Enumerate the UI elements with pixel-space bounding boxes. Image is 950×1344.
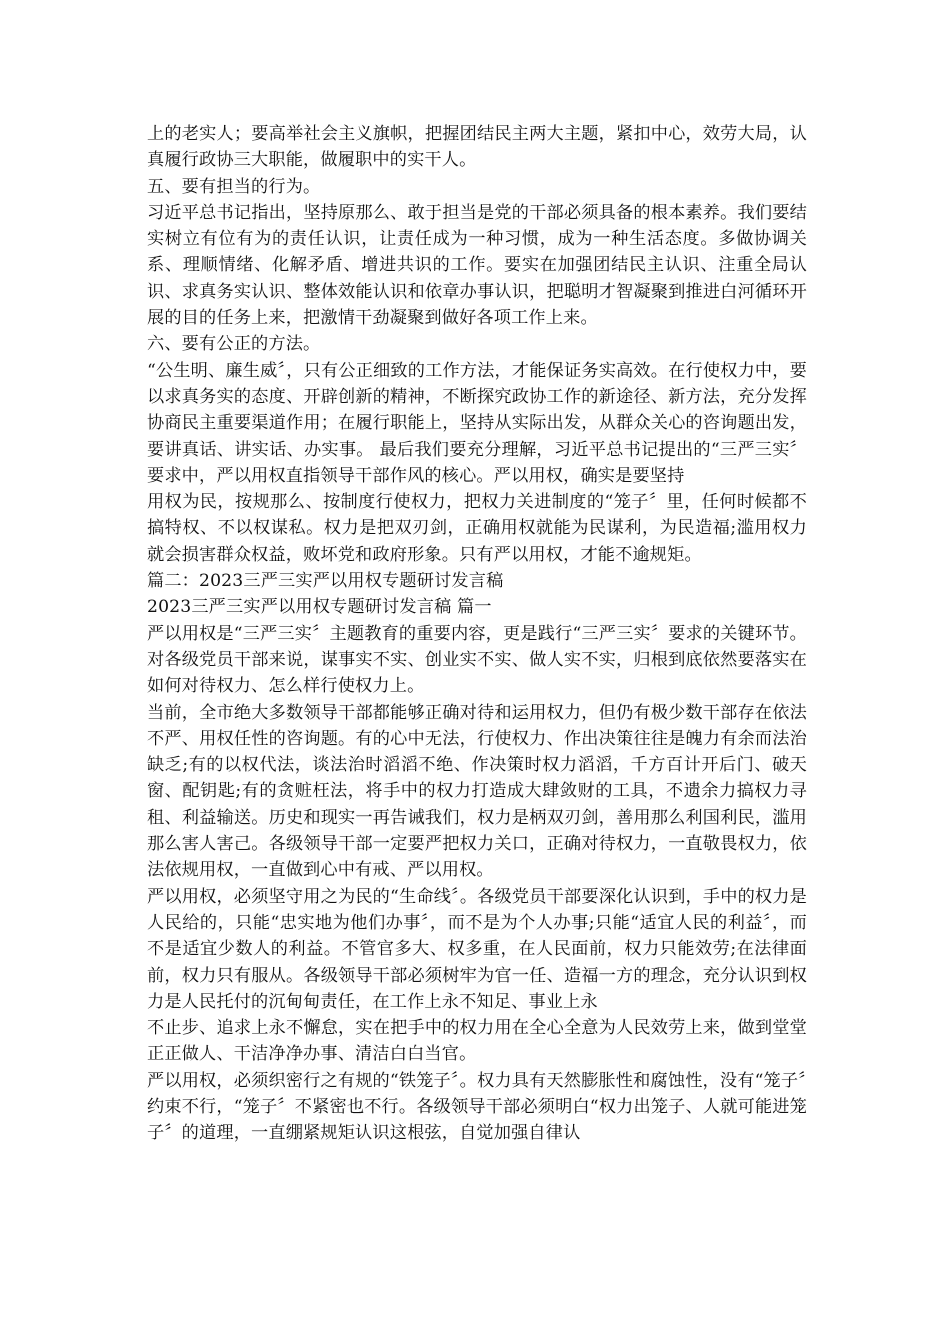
heading-speech-one: 2023三严三实严以用权专题研讨发言稿 篇一 xyxy=(147,597,492,618)
paragraph-strict-power-intro: 严以用权是“三严三实〞主题教育的重要内容，更是践行“三严三实〞要求的关键环节。对各级党员干部来说，谋事实不实、创业实不实、做人实不实，归根到底依然要落实在如何对待权力、怎么样行使权力上。 xyxy=(147,623,807,697)
paragraph-current-situation: 当前，全市绝大多数领导干部都能够正确对待和运用权力，但仍有极少数干部存在依法不严、用权任性的咨询题。有的心中无法，行使权力、作出决策往往是魄力有余而法治缺乏;有的以权代法，谈法治时滔滔不绝、作决策时权力滔滔，千方百计开后门、破天窗、配钥匙;有的贪赃枉法，将手中的权力打造成大肆敛财的工具，不遗余力搞权力寻租、利益输送。历史和现实一再告诫我们，权力是柄双刃剑，善用那么利国利民，滥用那么害人害己。各级领导干部一定要严把权力关口，正确对待权力，一直敬畏权力，依法依规用权，一直做到心中有戒、严以用权。 xyxy=(147,702,807,881)
paragraph-never-stop: 不止步、追求上永不懈怠，实在把手中的权力用在全心全意为人民效劳上来，做到堂堂正正做人、干洁净净办事、清洁白白当官。 xyxy=(147,1018,807,1065)
paragraph-power-for-people: 用权为民，按规那么、按制度行使权力，把权力关进制度的“笼子〞里，任何时候都不搞特权、不以权谋私。权力是把双刃剑，正确用权就能为民谋利，为民造福;滥用权力就会损害群众权益，败坏党和政府形象。只有严以用权，才能不逾规矩。 xyxy=(147,492,807,565)
heading-section-six: 六、要有公正的方法。 xyxy=(147,334,321,355)
heading-part-two: 篇二：2023三严三实严以用权专题研讨发言稿 xyxy=(147,571,504,592)
paragraph-intro-continued: 上的老实人；要高举社会主义旗帜，把握团结民主两大主题，紧扣中心，效劳大局，认真履行政协三大职能，做履职中的实干人。 xyxy=(147,124,807,171)
paragraph-iron-cage: 严以用权，必须织密行之有规的“铁笼子〞。权力具有天然膨胀性和腐蚀性，没有“笼子〞约束不行，“笼子〞不紧密也不行。各级领导干部必须明白“权力出笼子、人就可能进笼子〞的道理，一直绷紧规矩认识这根弦，自觉加强自律认 xyxy=(147,1070,807,1144)
heading-section-five: 五、要有担当的行为。 xyxy=(147,176,321,197)
document-body xyxy=(147,121,807,1147)
paragraph-fair-methods: “公生明、廉生威〞，只有公正细致的工作方法，才能保证务实高效。在行使权力中，要以求真务实的态度、开辟创新的精神，不断探究政协工作的新途径、新方法，充分发挥协商民主重要渠道作用；在履行职能上，坚持从实际出发，从群众关心的咨询题出发，要讲真话、讲实话、办实事。 最后我们要充分理解，习近平总书记提出的“三严三实〞要求中，严以用权直指领导干部作风的核心。严以用权，确实是要坚持 xyxy=(147,360,807,486)
paragraph-responsibility: 习近平总书记指出，坚持原那么、敢于担当是党的干部必须具备的根本素养。我们要结实树立有位有为的责任认识，让责任成为一种习惯，成为一种生活态度。多做协调关系、理顺情绪、化解矛盾、增进共识的工作。要实在加强团结民主认识、注重全局认识、求真务实认识、整体效能认识和依章办事认识，把聪明才智凝聚到推进白河循环开展的目的任务上来，把激情干劲凝聚到做好各项工作上来。 xyxy=(147,202,807,329)
paragraph-lifeline: 严以用权，必须坚守用之为民的“生命线〞。各级党员干部要深化认识到，手中的权力是人民给的，只能“忠实地为他们办事〞，而不是为个人办事;只能“适宜人民的利益〞，而不是适宜少数人的利益。不管官多大、权多重，在人民面前，权力只能效劳;在法律面前，权力只有服从。各级领导干部必须树牢为官一任、造福一方的理念，充分认识到权力是人民托付的沉甸甸责任，在工作上永不知足、事业上永 xyxy=(147,886,807,1012)
